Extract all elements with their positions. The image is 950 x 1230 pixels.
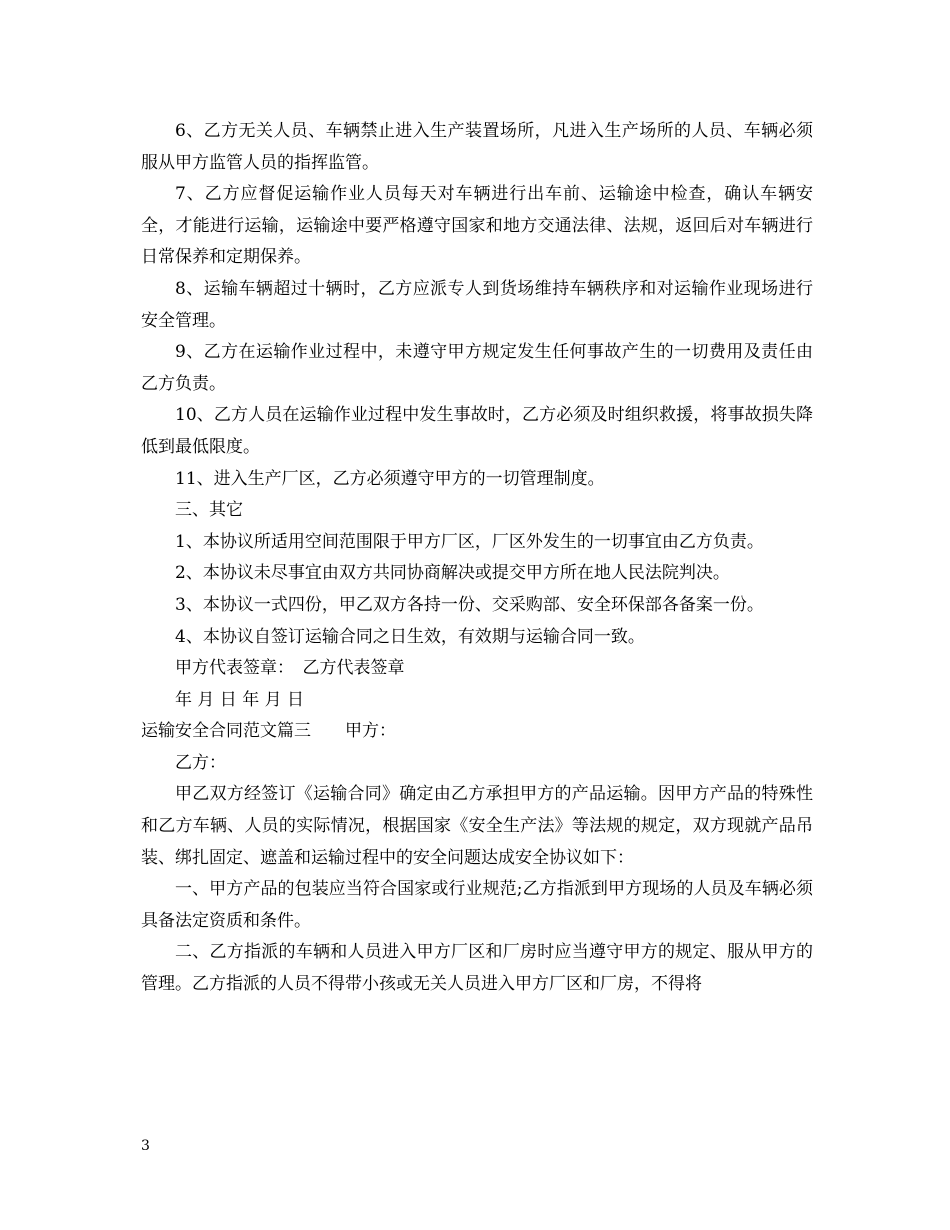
- date-line: 年 月 日 年 月 日: [175, 689, 305, 710]
- paragraph-other-1: 1、本协议所适用空间范围限于甲方厂区，厂区外发生的一切事宜由乙方负责。: [175, 531, 764, 552]
- paragraph-item-9: 9、乙方在运输作业过程中，未遵守甲方规定发生任何事故产生的一切费用及责任由乙方负责。: [141, 342, 813, 394]
- paragraph-other-2: 2、本协议未尽事宜由双方共同协商解决或提交甲方所在地人民法院判决。: [175, 563, 730, 584]
- section-title-part-three: 运输安全合同范文篇三 甲方：: [141, 721, 396, 742]
- paragraph-other-3: 3、本协议一式四份，甲乙双方各持一份、交采购部、安全环保部各备案一份。: [175, 594, 764, 615]
- body-text: [141, 116, 813, 1001]
- paragraph-item-6: 6、乙方无关人员、车辆禁止进入生产装置场所，凡进入生产场所的人员、车辆必须服从甲方监管人员的指挥监管。: [141, 121, 813, 173]
- paragraph-clause-2: 二、乙方指派的车辆和人员进入甲方厂区和厂房时应当遵守甲方的规定、服从甲方的管理。乙方指派的人员不得带小孩或无关人员进入甲方厂区和厂房，不得将: [141, 942, 813, 995]
- page-number: 3: [141, 1138, 150, 1154]
- section-heading-other: 三、其它: [175, 500, 243, 521]
- signature-line: 甲方代表签章： 乙方代表签章: [175, 658, 405, 679]
- party-b-label: 乙方：: [175, 752, 226, 773]
- paragraph-clause-1: 一、甲方产品的包装应当符合国家或行业规范;乙方指派到甲方现场的人员及车辆必须具备法定资质和条件。: [141, 879, 813, 931]
- paragraph-item-10: 10、乙方人员在运输作业过程中发生事故时，乙方必须及时组织救援，将事故损失降低到最低限度。: [141, 405, 813, 457]
- paragraph-item-8: 8、运输车辆超过十辆时，乙方应派专人到货场维持车辆秩序和对运输作业现场进行安全管理。: [141, 278, 813, 331]
- paragraph-item-7: 7、乙方应督促运输作业人员每天对车辆进行出车前、运输途中检查，确认车辆安全，才能进行运输，运输途中要严格遵守国家和地方交通法律、法规，返回后对车辆进行日常保养和定期保养。: [141, 184, 813, 268]
- paragraph-other-4: 4、本协议自签订运输合同之日生效，有效期与运输合同一致。: [175, 626, 645, 647]
- paragraph-intro: 甲乙双方经签订《运输合同》确定由乙方承担甲方的产品运输。因甲方产品的特殊性和乙方车辆、人员的实际情况，根据国家《安全生产法》等法规的规定，双方现就产品吊装、绑扎固定、遮盖和运输过程中的安全问题达成安全协议如下：: [141, 784, 813, 868]
- paragraph-item-11: 11、进入生产厂区，乙方必须遵守甲方的一切管理制度。: [175, 468, 605, 489]
